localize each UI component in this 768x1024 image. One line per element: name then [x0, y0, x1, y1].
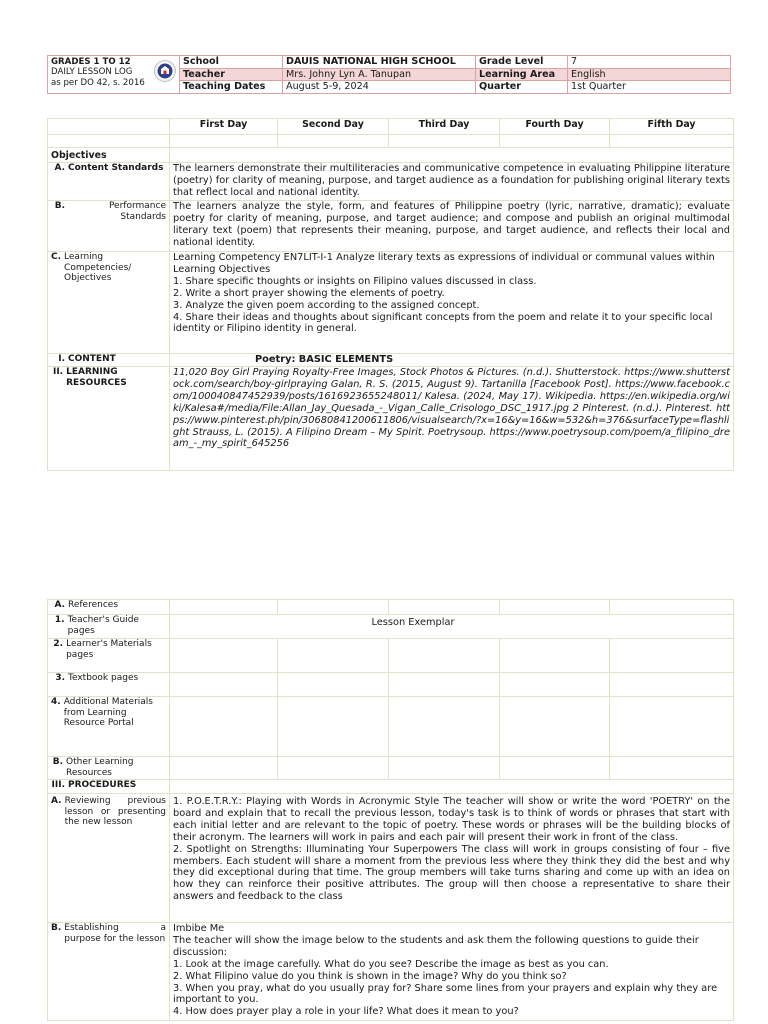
additional-materials-label: Additional Materials from Learning Resource Portal [63, 697, 153, 729]
content-standards-text: The learners demonstrate their multiliteracies and communicative competence in evaluating Philippine literature (poetry) for clarity of meaning, purpose, and target audience as a foundation for publishing original literary texts that reflect local and national identity. [170, 163, 734, 201]
procedures-label: PROCEDURES [68, 780, 137, 790]
resources-text: 11,020 Boy Girl Praying Royalty-Free Images, Stock Photos & Pictures. (n.d.). Shutterstock. https://www.shutterstock.com/search/boy-girlpraying Galan, R. S. (2015, August 9). Tartanilla [Facebook Post]. https://www.facebook.com/100040847452939/posts/1616923655248011/ Kalesa. (2024, May 17). Wikipedia. https://en.wikipedia.org/wiki/Kalesa#/media/File:Allan_Jay_Quesada_-_Vigan_Calle_Crisologo_DSC_1917.jpg 2 Pinterest. (n.d.). Pinterest. https://www.pinterest.ph/pin/30680841200611806/visualsearch/?x=16&y=16&w=532&h=376&surfaceType=flashlight Strauss, L. (2015). A Filipino Dream – My Spirit. Poetrysoup. https://www.poetrysoup.com/poem/a_filipino_dream_-_my_spirit_645256 [170, 367, 734, 471]
teaching-dates-label: Teaching Dates [180, 81, 283, 94]
additional-materials-label-cell [48, 697, 170, 757]
day-header: Fourth Day [500, 119, 610, 135]
content-standards-num: A. [54, 163, 65, 173]
competency-line: 4. Share their ideas and thoughts about significant concepts from the poem and relate it to your specific local identity or Filipino identity in general. [173, 311, 713, 335]
competency-line: Learning Objectives [173, 263, 271, 275]
content-standards-label-cell [48, 163, 170, 201]
competencies-num: C. [51, 252, 62, 262]
objectives-heading: Objectives [48, 148, 170, 163]
reviewing-num: A. [51, 796, 62, 806]
purpose-text [170, 923, 734, 1021]
resources-label: LEARNING RESOURCES [66, 367, 127, 388]
content-num: I. [58, 354, 65, 364]
resources-num: II. [52, 367, 64, 377]
purpose-line: 1. Look at the image carefully. What do you see? Describe the image as best as you can. [173, 958, 609, 970]
learning-area-label: Learning Area [476, 68, 568, 81]
competency-line: 3. Analyze the given poem according to the assigned concept. [173, 299, 480, 311]
procedures-table [47, 599, 734, 1021]
additional-materials-num: 4. [51, 697, 61, 707]
purpose-line: 2. What Filipino value do you think is shown in the image? Why do you think so? [173, 970, 567, 982]
teaching-dates-value: August 5-9, 2024 [283, 81, 476, 94]
reviewing-activity-2: 2. Spotlight on Strengths: Illuminating Your Superpowers The class will work in groups consisting of four – five members. Each student will share a moment from the previous less where they think they did the best and why they did exceptional during that time. The group members will take turns sharing and come up with an idea on how they can reinforce their positive attributes. The group will then choose a representative to share their answers and feedback to the class [173, 843, 730, 903]
competencies-label: Learning Competencies/ Objectives [64, 252, 132, 284]
school-value: DAUIS NATIONAL HIGH SCHOOL [283, 56, 476, 69]
other-resources-label: Other Learning Resources [66, 757, 134, 778]
dll-title: DAILY LESSON LOG [51, 67, 133, 78]
textbook-num: 3. [55, 673, 65, 683]
competencies-label-cell [48, 252, 170, 354]
grades-title: GRADES 1 TO 12 [51, 57, 131, 67]
performance-standards-label: Performance Standards [108, 201, 166, 222]
competency-line: Learning Competency EN7LIT-I-1 Analyze literary texts as expressions of individual or communal values within [173, 252, 715, 263]
teachers-guide-label-cell [48, 615, 170, 639]
purpose-line: 4. How does prayer play a role in your life? What does it mean to you? [173, 1006, 519, 1018]
day-header: Fifth Day [610, 119, 734, 135]
corner-cell [48, 119, 170, 135]
school-label: School [180, 56, 283, 69]
quarter-label: Quarter [476, 81, 568, 94]
reviewing-text [170, 794, 734, 923]
daily-lesson-table [47, 118, 734, 471]
textbook-label-cell [48, 673, 170, 697]
header-table [47, 55, 731, 94]
grade-level-label: Grade Level [476, 56, 568, 69]
learners-materials-label: Learner's Materials pages [66, 639, 152, 660]
resources-label-cell [48, 367, 170, 471]
learners-materials-label-cell [48, 639, 170, 673]
teacher-label: Teacher [180, 68, 283, 81]
textbook-label: Textbook pages [68, 673, 139, 683]
purpose-label: Establishing a purpose for the lesson [64, 923, 166, 944]
purpose-num: B. [51, 923, 62, 933]
day-header: Second Day [278, 119, 389, 135]
reviewing-activity-1: 1. P.O.E.T.R.Y.: Playing with Words in Acronymic Style The teacher will show or write the word 'POETRY' on the board and explain that to recall the previous lesson, today's task is to think of words or phrases that start with each initial letter and are relevant to the topic of poetry. These words or phrases will be the building blocks of their acronym. The learners will work in pairs and each pair will present their work in front of the class. [173, 796, 730, 843]
references-num: A. [54, 600, 65, 610]
references-label-cell [48, 600, 170, 615]
teachers-guide-value: Lesson Exemplar [170, 615, 734, 639]
day-header: Third Day [389, 119, 500, 135]
deped-seal-icon [154, 60, 176, 82]
content-label: CONTENT [68, 354, 116, 364]
purpose-line: The teacher will show the image below to the students and ask them the following questions to guide their discussion: [173, 934, 699, 958]
purpose-line: 3. When you pray, what do you usually pray for? Share some lines from your prayers and explain why they are important to you. [173, 982, 718, 1006]
purpose-label-cell [48, 923, 170, 1021]
purpose-line: Imbibe Me [173, 923, 225, 934]
procedures-label-cell [48, 780, 170, 794]
dll-title-cell [48, 56, 180, 94]
performance-standards-num: B. [54, 201, 65, 211]
content-label-cell [48, 354, 170, 367]
other-resources-num: B. [52, 757, 64, 767]
performance-standards-label-cell [48, 201, 170, 252]
learning-area-value: English [568, 68, 731, 81]
competency-line: 2. Write a short prayer showing the elements of poetry. [173, 287, 445, 299]
teachers-guide-label: Teacher's Guide pages [67, 615, 139, 636]
day-header: First Day [170, 119, 278, 135]
quarter-value: 1st Quarter [568, 81, 731, 94]
reviewing-label-cell [48, 794, 170, 923]
do-reference: as per DO 42, s. 2016 [51, 77, 145, 88]
other-resources-label-cell [48, 757, 170, 780]
teachers-guide-num: 1. [54, 615, 65, 625]
teacher-value: Mrs. Johny Lyn A. Tanupan [283, 68, 476, 81]
competency-line: 1. Share specific thoughts or insights on Filipino values discussed in class. [173, 275, 537, 287]
procedures-num: III. [51, 780, 65, 790]
performance-standards-text: The learners analyze the style, form, and features of Philippine poetry (lyric, narrative, dramatic); evaluate poetry for clarity of meaning, purpose, and target audience; and compose and publish an original multimodal literary text (poem) that represents their meaning, purpose, and target audience, and reflects their local and national identity. [170, 201, 734, 252]
content-value: Poetry: BASIC ELEMENTS [170, 354, 734, 367]
learners-materials-num: 2. [53, 639, 64, 649]
competencies-text [170, 252, 734, 354]
references-label: References [68, 600, 119, 610]
reviewing-label: Reviewing previous lesson or presenting the new lesson [64, 796, 166, 828]
content-standards-label: Content Standards [68, 163, 164, 173]
grade-level-value: 7 [568, 56, 731, 69]
